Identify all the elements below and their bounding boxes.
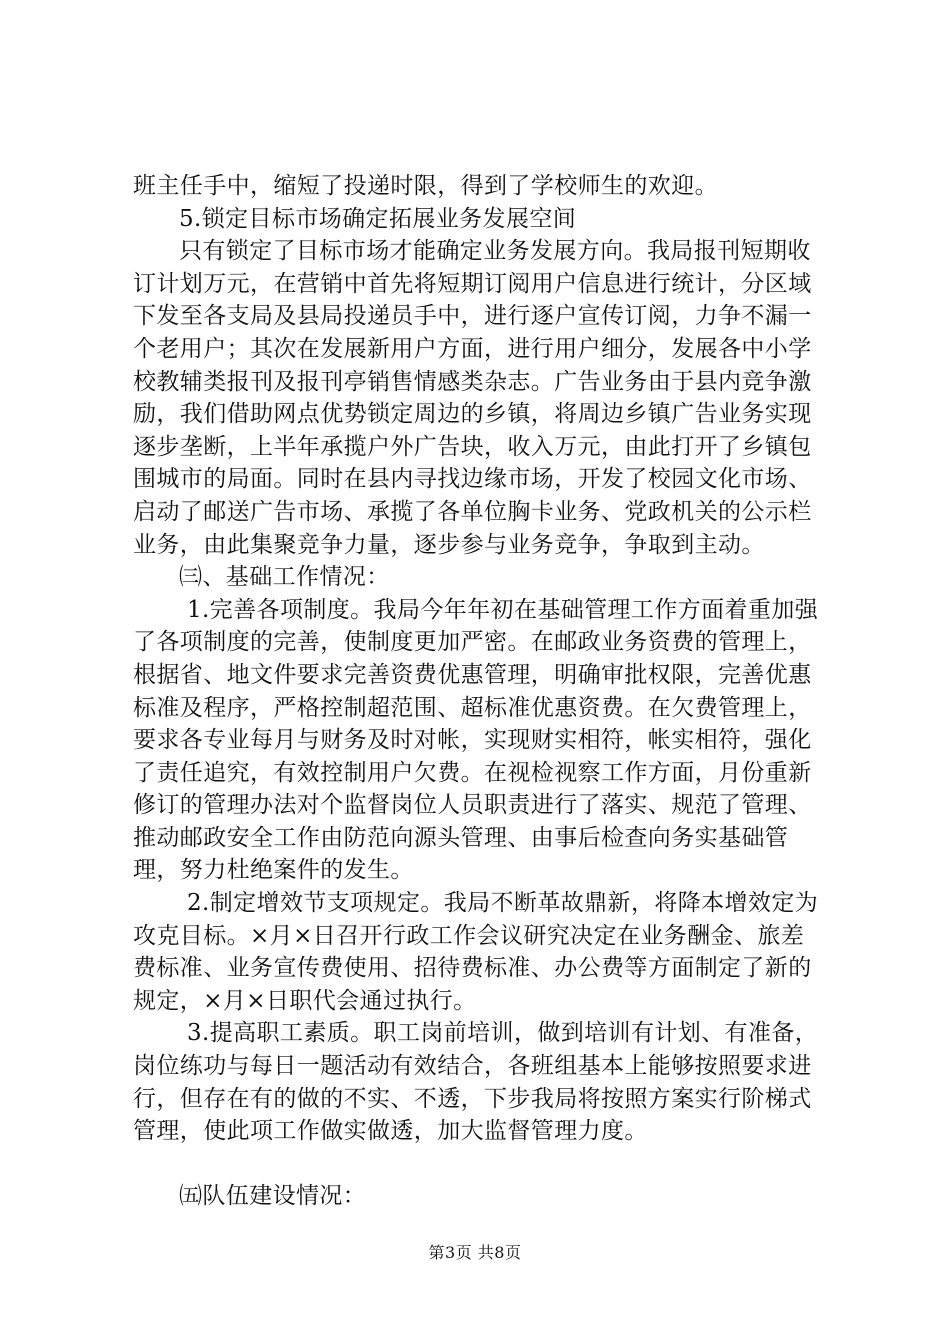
section-heading-team: ㈤队伍建设情况：: [179, 1183, 367, 1210]
paragraph-market: 只有锁定了目标市场才能确定业务发展方向。我局报刊短期收订计划万元，在营销中首先将短期订阅用户信息进行统计，分区域下发至各支局及县局投递员手中，进行逐户宣传订阅，力争不漏一个老用户；其次在发展新用户方面，进行用户细分，发展各中小学校教辅类报刊及报刊亭销售情感类杂志。广告业务由于县内竞争激励，我们借助网点优势锁定周边的乡镇，将周边乡镇广告业务实现逐步垄断，上半年承揽户外广告块，收入万元，由此打开了乡镇包围城市的局面。同时在县内寻找边缘市场，开发了校园文化市场、启动了邮送广告市场、承揽了各单位胸卡业务、党政机关的公示栏业务，由此集聚竞争力量，逐步参与业务竞争，争取到主动。: [133, 238, 812, 558]
paragraph-cost-rules: 2.制定增效节支项规定。我局不断革故鼎新，将降本增效定为攻克目标。×月×日召开行政工作会议研究决定在业务酬金、旅差费标准、业务宣传费使用、招待费标准、办公费等方面制定了新的规定，×月×日职代会通过执行。: [133, 890, 819, 1014]
section-heading-5: 5.锁定目标市场确定拓展业务发展空间: [179, 205, 577, 232]
paragraph-staff-quality: 3.提高职工素质。职工岗前培训，做到培训有计划、有准备，岗位练功与每日一题活动有效结合，各班组基本上能够按照要求进行，但存在有的做的不实、不透，下步我局将按照方案实行阶梯式管理，使此项工作做实做透，加大监督管理力度。: [133, 1020, 819, 1145]
paragraph-systems: 1.完善各项制度。我局今年年初在基础管理工作方面着重加强了各项制度的完善，使制度更加严密。在邮政业务资费的管理上，根据省、地文件要求完善资费优惠管理，明确审批权限，完善优惠标准及程序，严格控制超范围、超标准优惠资费。在欠费管理上，要求各专业每月与财务及时对帐，实现财实相符，帐实相符，强化了责任追究，有效控制用户欠费。在视检视察工作方面，月份重新修订的管理办法对个监督岗位人员职责进行了落实、规范了管理、推动邮政安全工作由防范向源头管理、由事后检查向务实基础管理，努力杜绝案件的发生。: [133, 596, 819, 884]
page-footer: 第3页 共8页: [428, 1243, 522, 1262]
paragraph-continuation: 班主任手中，缩短了投递时限，得到了学校师生的欢迎。: [133, 173, 718, 199]
body-text: [133, 170, 823, 1213]
section-heading-basic-work: ㈢、基础工作情况：: [179, 564, 390, 591]
blank-line: [133, 1148, 823, 1181]
